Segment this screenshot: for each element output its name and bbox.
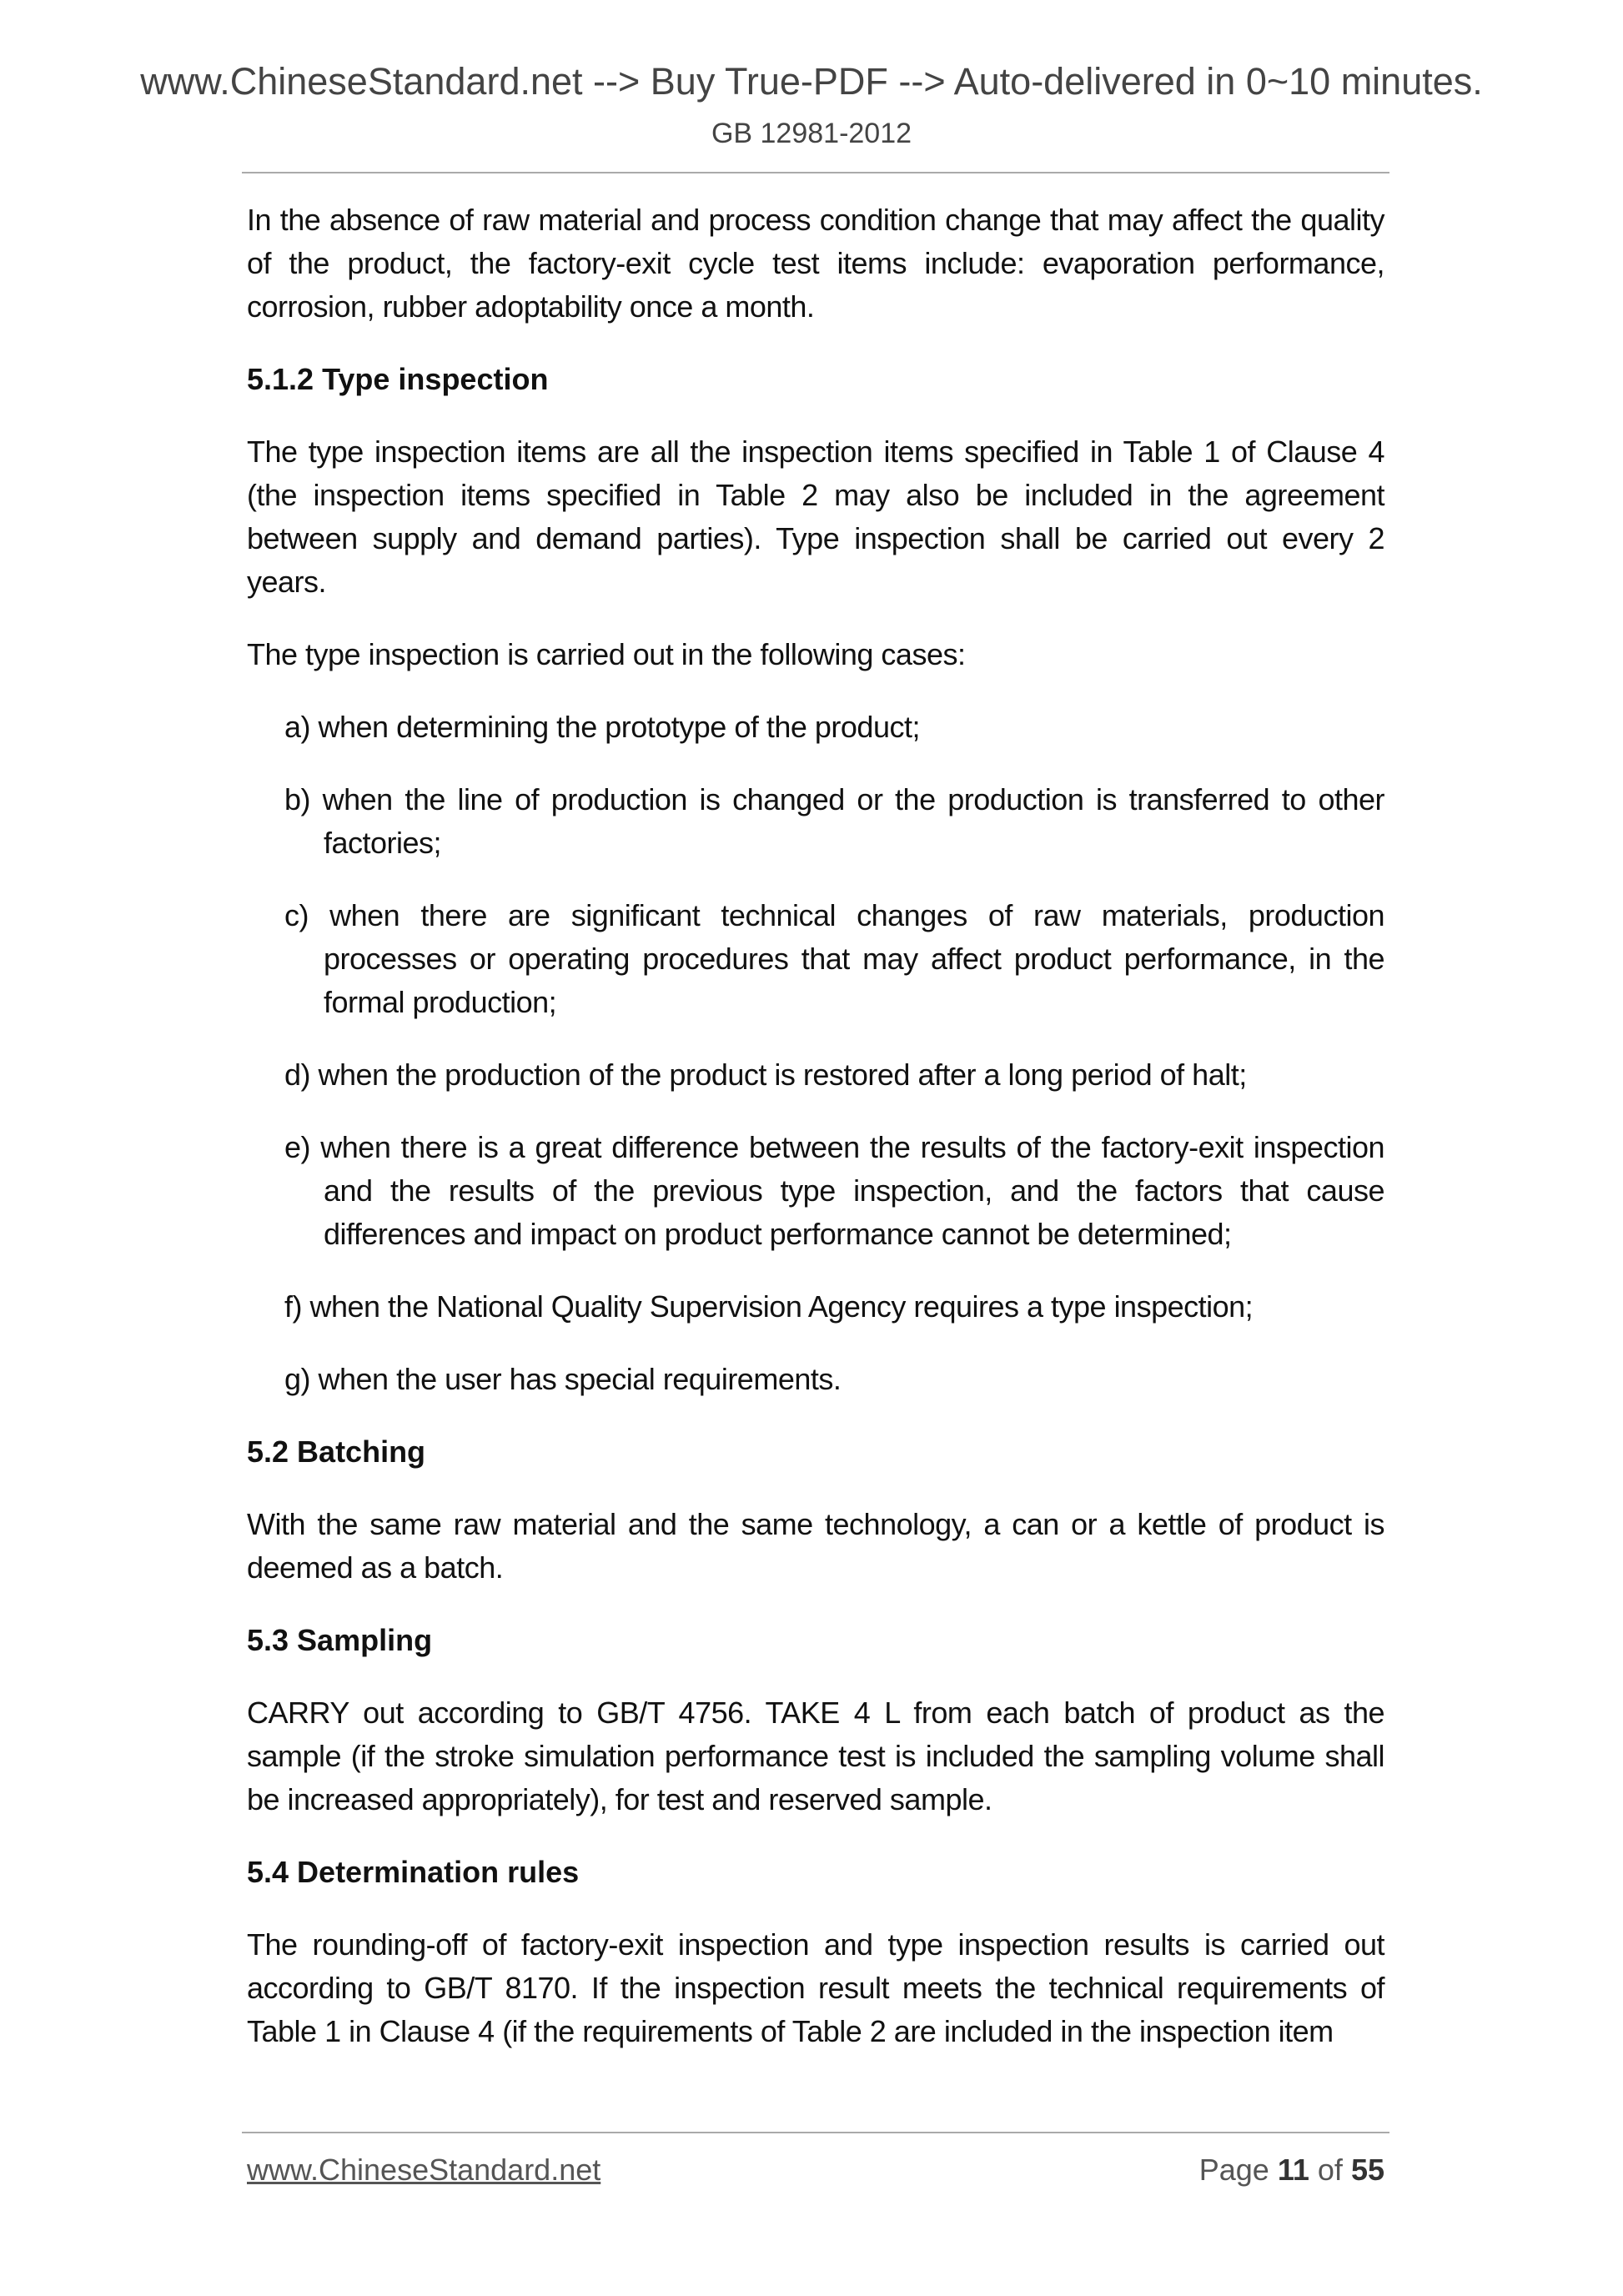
list-item: a) when determining the prototype of the product; xyxy=(284,710,920,744)
list-item: d) when the production of the product is restored after a long period of halt; xyxy=(284,1058,1247,1092)
section-heading-5-4: 5.4 Determination rules xyxy=(247,1855,580,1889)
total-page-count: 55 xyxy=(1350,2153,1384,2187)
section-heading-5-3: 5.3 Sampling xyxy=(247,1623,433,1657)
type-inspection-items-paragraph: The type inspection items are all the inspection items specified in Table 1 of Clause 4 (the inspection items specified in Table 2 may also be included in the agreement between supply and demand parties). Type inspection shall be carried out every 2 years. xyxy=(247,435,1384,599)
section-heading-5-2: 5.2 Batching xyxy=(247,1434,426,1469)
page-of-label: of xyxy=(1317,2153,1343,2187)
intro-paragraph: In the absence of raw material and process condition change that may affect the quality of the product, the factory-exit cycle test items include: evaporation performance, corrosion, rubber adoptability once a month. xyxy=(247,203,1384,324)
list-item: c) when there are significant technical changes of raw materials, production processes or operating procedures that may affect product performance, in the formal production; xyxy=(284,898,1384,1019)
list-item: b) when the line of production is changed or the production is transferred to other factories; xyxy=(284,782,1384,860)
site-banner: www.ChineseStandard.net --> Buy True-PDF --> Auto-delivered in 0~10 minutes. xyxy=(140,60,1483,103)
list-item: g) when the user has special requirements. xyxy=(284,1362,842,1396)
page-content xyxy=(247,198,1384,2082)
current-page-number: 11 xyxy=(1277,2153,1309,2187)
determination-rules-paragraph: The rounding-off of factory-exit inspection and type inspection results is carried out according to GB/T 8170. If the inspection result meets the technical requirements of Table 1 in Clause 4 (if the requirements of Table 2 are included in the inspection item xyxy=(247,1927,1384,2048)
batching-paragraph: With the same raw material and the same technology, a can or a kettle of product is deemed as a batch. xyxy=(247,1507,1384,1585)
type-inspection-cases-list xyxy=(247,706,1384,1401)
page-number xyxy=(1199,2148,1384,2192)
sampling-paragraph: CARRY out according to GB/T 4756. TAKE 4 L from each batch of product as the sample (if the stroke simulation performance test is included the sampling volume shall be increased appropriately), for test and reserved sample. xyxy=(247,1696,1384,1816)
header-divider xyxy=(242,172,1389,173)
footer-divider xyxy=(242,2132,1389,2133)
list-item: f) when the National Quality Supervision Agency requires a type inspection; xyxy=(284,1289,1254,1324)
list-item: e) when there is a great difference between the results of the factory-exit inspection and the results of the previous type inspection, and the factors that cause differences and impact on product performance cannot be determined; xyxy=(284,1130,1384,1251)
footer-website-link[interactable]: www.ChineseStandard.net xyxy=(247,2153,601,2187)
document-id: GB 12981-2012 xyxy=(711,118,912,149)
type-inspection-cases-intro: The type inspection is carried out in the following cases: xyxy=(247,637,966,671)
section-heading-5-1-2: 5.1.2 Type inspection xyxy=(247,362,549,396)
page-label: Page xyxy=(1198,2153,1269,2187)
